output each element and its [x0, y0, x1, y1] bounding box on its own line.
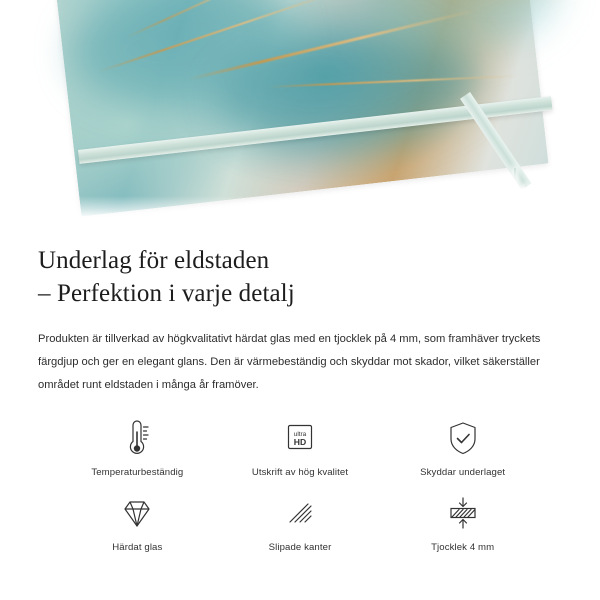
feature-label: Tjocklek 4 mm [431, 541, 495, 553]
feature-item [219, 417, 382, 478]
thermometer-icon [120, 417, 154, 461]
hero-image-inner [0, 0, 600, 222]
feature-item [56, 492, 219, 553]
svg-text:ultra: ultra [293, 430, 307, 438]
body-paragraph: Produkten är tillverkad av högkvalitativt härdat glas med en tjocklek på 4 mm, som framhäver tryckets färgdjup och ger en elegant glans. Den är värmebeständig och skyddar mot skador, vilket säkerställer området runt eldstaden i många år framöver. [38, 333, 541, 391]
beveled-edges-icon [280, 492, 320, 536]
feature-label: Temperaturbeständig [91, 466, 184, 478]
feature-label: Slipade kanter [268, 541, 332, 553]
feature-item [381, 417, 544, 478]
feature-grid [38, 417, 562, 553]
feature-item [219, 492, 382, 553]
ultra-hd-icon [282, 417, 318, 461]
content-block [0, 222, 600, 553]
shield-check-icon [445, 417, 481, 461]
feature-label: Utskrift av hög kvalitet [251, 466, 349, 478]
hero-image [0, 0, 600, 222]
feature-label: Härdat glas [112, 541, 163, 553]
page-title-line-2: – Perfektion i varje detalj [38, 280, 295, 307]
feature-label: Skyddar underlaget [420, 466, 506, 478]
feature-item [56, 417, 219, 478]
feature-item [381, 492, 544, 553]
hero-fade-overlay [0, 196, 600, 222]
thickness-icon [442, 492, 484, 536]
page-title-line-1: Underlag för eldstaden [38, 247, 270, 274]
page-title [38, 244, 562, 310]
svg-text:HD: HD [293, 436, 307, 447]
diamond-icon [117, 492, 157, 536]
